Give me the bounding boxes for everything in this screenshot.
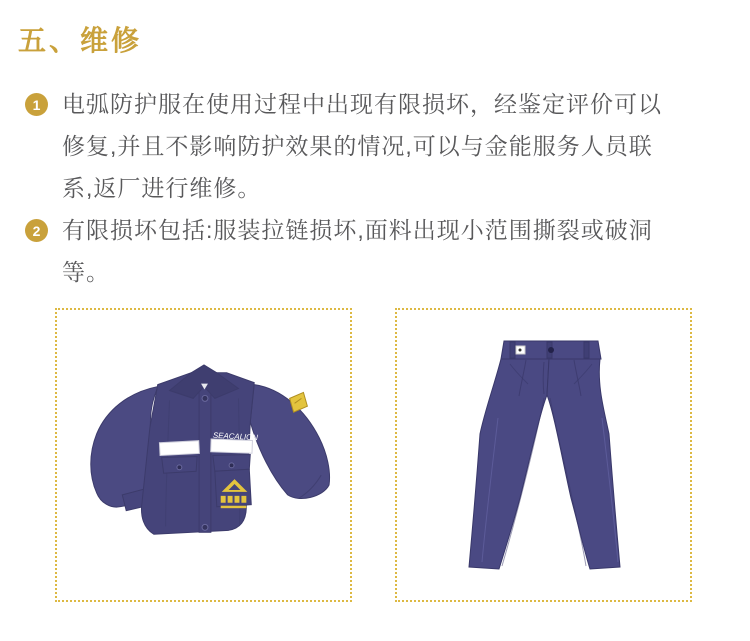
text-line: 修复,并且不影响防护效果的情况,可以与金能服务人员联: [62, 133, 653, 159]
text-line: 等。: [62, 259, 110, 285]
jacket-image: [71, 359, 337, 551]
pants-left-leg: [469, 359, 549, 569]
pants-image: [454, 338, 634, 573]
figure-row: [55, 308, 750, 602]
item-number-badge: 1: [25, 93, 48, 116]
list-item: [25, 209, 750, 293]
jacket-brand-text: SEACALION: [212, 430, 258, 443]
item-text: [62, 83, 662, 209]
page-title: 五、维修: [18, 25, 143, 56]
text-line: 系,返厂进行维修。: [62, 175, 262, 201]
item-text: [62, 209, 653, 293]
pants-waist-button: [548, 347, 554, 353]
item-number-badge: 2: [25, 219, 48, 242]
text-line: 有限损坏包括:服装拉链损坏,面料出现小范围撕裂或破洞: [62, 217, 653, 243]
jacket-sleeve-emblem: [289, 392, 307, 412]
jacket-right-sleeve: [250, 385, 329, 499]
pants-right-leg: [547, 359, 620, 569]
jacket-figure: [55, 308, 352, 602]
list-item: [25, 83, 750, 209]
pants-figure: [395, 308, 692, 602]
text-line: 电弧防护服在使用过程中出现有限损坏，经鉴定评价可以: [62, 91, 662, 117]
